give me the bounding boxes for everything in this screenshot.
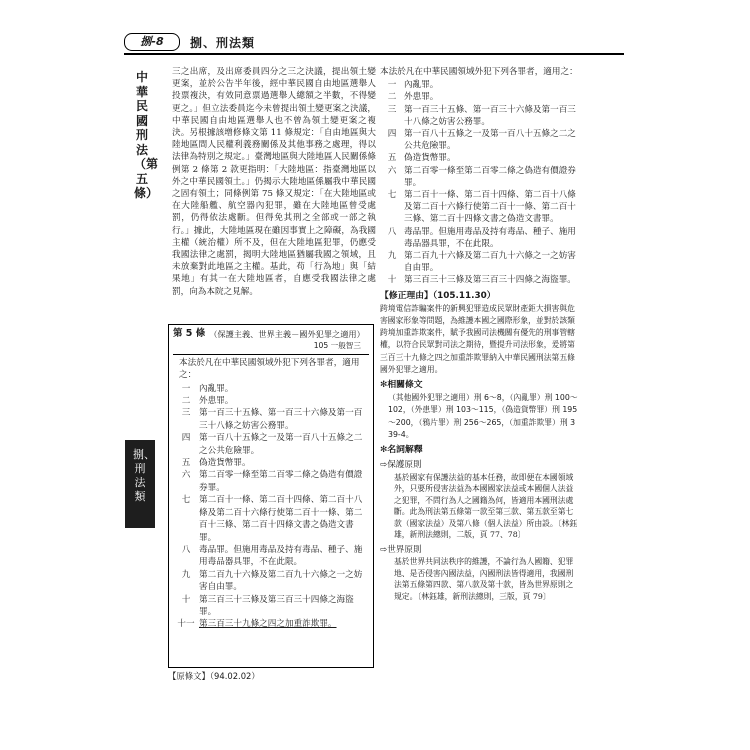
article-heading: （保護主義、世界主義－國外犯罪之適用） — [209, 329, 365, 339]
item-number: 九 — [181, 569, 191, 580]
article-number: 第 5 條 — [173, 328, 206, 339]
box-divider — [173, 354, 369, 355]
original-article-intro: 本法於凡在中華民國領域外犯下列各罪者，適用之： — [380, 67, 578, 77]
protection-principle-label: ⇨保護原則 — [380, 460, 422, 471]
item-number: 四 — [387, 129, 397, 140]
list-item — [380, 250, 580, 274]
item-text: 第二百九十六條及第二百九十六條之一之妨害自由罪。 — [404, 251, 576, 274]
item-number: 二 — [387, 92, 397, 103]
list-item — [173, 395, 369, 407]
item-number: 六 — [387, 165, 397, 176]
item-number: 一 — [387, 80, 397, 91]
list-item — [173, 544, 369, 569]
list-item — [173, 594, 369, 619]
list-item — [380, 226, 580, 250]
section-tab-label: 捌、刑法類 — [133, 448, 155, 503]
item-number: 十 — [387, 275, 397, 286]
item-text: 外患罪。 — [199, 396, 234, 407]
article-box — [168, 324, 374, 668]
item-text: 毒品罪。但施用毒品及持有毒品、種子、施用毒品器具罪，不在此限。 — [404, 226, 576, 249]
item-number: 三 — [181, 408, 191, 419]
list-item — [380, 152, 580, 164]
item-text: 偽造貨幣罪。 — [199, 458, 251, 469]
item-text: 外患罪。 — [404, 92, 439, 103]
list-item — [173, 457, 369, 469]
item-text: 第二百零一條至第二百零二條之偽造有價證券罪。 — [404, 165, 576, 188]
item-number: 八 — [181, 544, 191, 555]
list-item — [173, 494, 369, 544]
item-text: 毒品罪。但施用毒品及持有毒品、種子、施用毒品器具罪，不在此限。 — [199, 544, 363, 568]
item-text: 內亂罪。 — [199, 383, 234, 394]
item-number: 六 — [181, 470, 191, 481]
item-text: 內亂罪。 — [404, 80, 439, 91]
list-item — [380, 104, 580, 128]
page-tag: 捌-8 — [124, 33, 180, 51]
universal-principle-text: 基於世界共同法秩序的維護，不論行為人國籍、犯罪地、是否侵害內國法益，內國刑法皆得適用，我國刑法第五條第四款、第八款及第十款，皆為世界原則之規定。〔林鈺雄，新刑法總則，三版，頁 79〕 — [394, 557, 574, 602]
list-item — [173, 432, 369, 457]
term-explanation-label: ✻名詞解釋 — [380, 445, 423, 456]
list-item — [173, 383, 369, 395]
header-rule — [124, 53, 624, 55]
list-item — [380, 91, 580, 103]
item-text: 第三百三十三條及第三百三十四條之海盜罪。 — [199, 594, 354, 617]
item-text: 第三百三十九條之四之加重詐欺罪。 — [199, 619, 337, 630]
item-number: 七 — [387, 190, 397, 201]
commentary-paragraph: 三之出席，及出席委員四分之三之決議，提出領土變更案，並於公告半年後，經中華民國自由地區選舉人投票複決，有效同意票過選舉人總額之半數，不得變更之。」但立法委員迄今未曾提出領土變更案之決議，中華民國自由地區選舉人也不曾為領土變更案之複決。另根據該增修條文第 11 條規定：「自由地區與大陸地區間人民權利義務關係及其他事務之處理，得以法律為特別之規定。」臺灣地區與大陸地區人民關係條例第 2 條第 2 款更指明：「大陸地區：指臺灣地區以外之中華民國領土。」仍揭示大陸地區係屬我中華民國之固有領土；同條例第 75 條又規定：「在大陸地區或在大陸船艦、航空器內犯罪，雖在大陸地區曾受處罰，仍得依法處斷。但得免其刑之全部或一部之執行。」據此，大陸地區現在雖因事實上之障礙，為我國主權（統治權）所不及，但在大陸地區犯罪，仍應受我國法律之處罰，揭明大陸地區猶屬我國之領域，且未放棄對此地區之主權。基此，苟「行為地」與「結果地」有其一在大陸地區者，自應受我國法律之處罰，向為本院之見解。 — [172, 67, 376, 297]
list-item — [380, 79, 580, 91]
universal-principle-label: ⇨世界原則 — [380, 545, 422, 556]
item-text: 偽造貨幣罪。 — [404, 153, 456, 164]
related-articles-text: （其他國外犯罪之適用）刑 6～8，（內亂罪）刑 100～102，（外患罪）刑 103～115，（偽造貨幣罪）刑 195～200，（鴉片罪）刑 256～265，（加重詐欺罪）刑 339-4。 — [388, 393, 578, 439]
related-articles-label: ✻相關條文 — [380, 380, 423, 391]
item-number: 二 — [181, 396, 191, 407]
list-item — [380, 189, 580, 226]
item-text: 第一百八十五條之一及第一百八十五條之二之公共危險罪。 — [404, 129, 576, 152]
item-text: 第一百八十五條之一及第一百八十五條之二之公共危險罪。 — [199, 433, 363, 456]
item-number: 九 — [387, 251, 397, 262]
protection-principle-text: 基於國家有保護法益的基本任務，故即便在本國領域外，只要所侵害法益為本國國家法益或本國個人法益之犯罪，不問行為人之國籍為何，皆適用本國刑法處斷。此為刑法第五條第一款至第三款、第五款至第七款（國家法益）及第八條（個人法益）所由設。〔林鈺雄，新刑法總則，二版，頁 77、78〕 — [394, 472, 578, 540]
list-item — [380, 128, 580, 152]
original-text-label: 【原條文】（94.02.02） — [168, 671, 260, 681]
article-items — [173, 383, 369, 631]
list-item — [173, 469, 369, 494]
right-column — [380, 66, 580, 603]
book-title-vertical: 中華民國刑法（第五條） — [134, 70, 159, 200]
item-text: 第一百三十五條、第一百三十六條及第一百三十八條之妨害公務罪。 — [404, 104, 576, 127]
list-item — [173, 569, 369, 594]
amendment-reason-label: 【修正理由】（105.11.30） — [380, 290, 496, 301]
item-text: 第二百十一條、第二百十四條、第二百十八條及第二百十六條行使第二百十一條、第二百十三條、第二百十四條文書之偽造文書罪。 — [404, 190, 576, 225]
item-text: 第二百零一條至第二百零二條之偽造有價證券罪。 — [199, 470, 363, 493]
item-text: 第二百十一條、第二百十四條、第二百十八條及第二百十六條行使第二百十一條、第二百十三條、第二百十四條文書之偽造文書罪。 — [199, 495, 363, 543]
item-text: 第一百三十五條、第一百三十六條及第一百三十八條之妨害公務罪。 — [199, 408, 363, 431]
item-number: 五 — [387, 153, 397, 164]
item-text: 第二百九十六條及第二百九十六條之一之妨害自由罪。 — [199, 569, 363, 593]
item-number: 八 — [387, 226, 397, 237]
original-article-items — [380, 79, 580, 286]
article-header — [173, 328, 369, 340]
list-item — [173, 618, 369, 630]
item-text: 第三百三十三條及第三百三十四條之海盜罪。 — [404, 275, 576, 286]
page-header-title: 捌、刑法類 — [190, 36, 256, 50]
item-number: 一 — [181, 383, 191, 394]
list-item — [173, 407, 369, 432]
item-number: 四 — [181, 433, 191, 444]
amendment-note: 105 一般智三 — [313, 341, 361, 351]
left-column — [172, 66, 376, 298]
section-tab — [125, 440, 155, 528]
article-intro: 本法於凡在中華民國領域外犯下列各罪者，適用之： — [179, 357, 360, 381]
list-item — [380, 274, 580, 286]
item-number: 十 — [181, 594, 191, 605]
list-item — [380, 165, 580, 189]
amendment-reason-text: 跨境電信詐騙案件的新興犯罪造成民眾財產鉅大損害與危害國家形象等問題，為維護本國之國際形象，並對於該類跨境加重詐欺案件，賦予我國司法機關有優先的刑事管轄權，以符合民眾對司法之期待，暨提升司法形象，爰將第三百三十九條之四之加重詐欺罪納入中華民國刑法第五條國外犯罪之適用。 — [380, 303, 575, 374]
item-number: 十一 — [177, 619, 195, 630]
item-number: 五 — [181, 458, 191, 469]
item-number: 三 — [387, 104, 397, 115]
item-number: 七 — [181, 495, 191, 506]
